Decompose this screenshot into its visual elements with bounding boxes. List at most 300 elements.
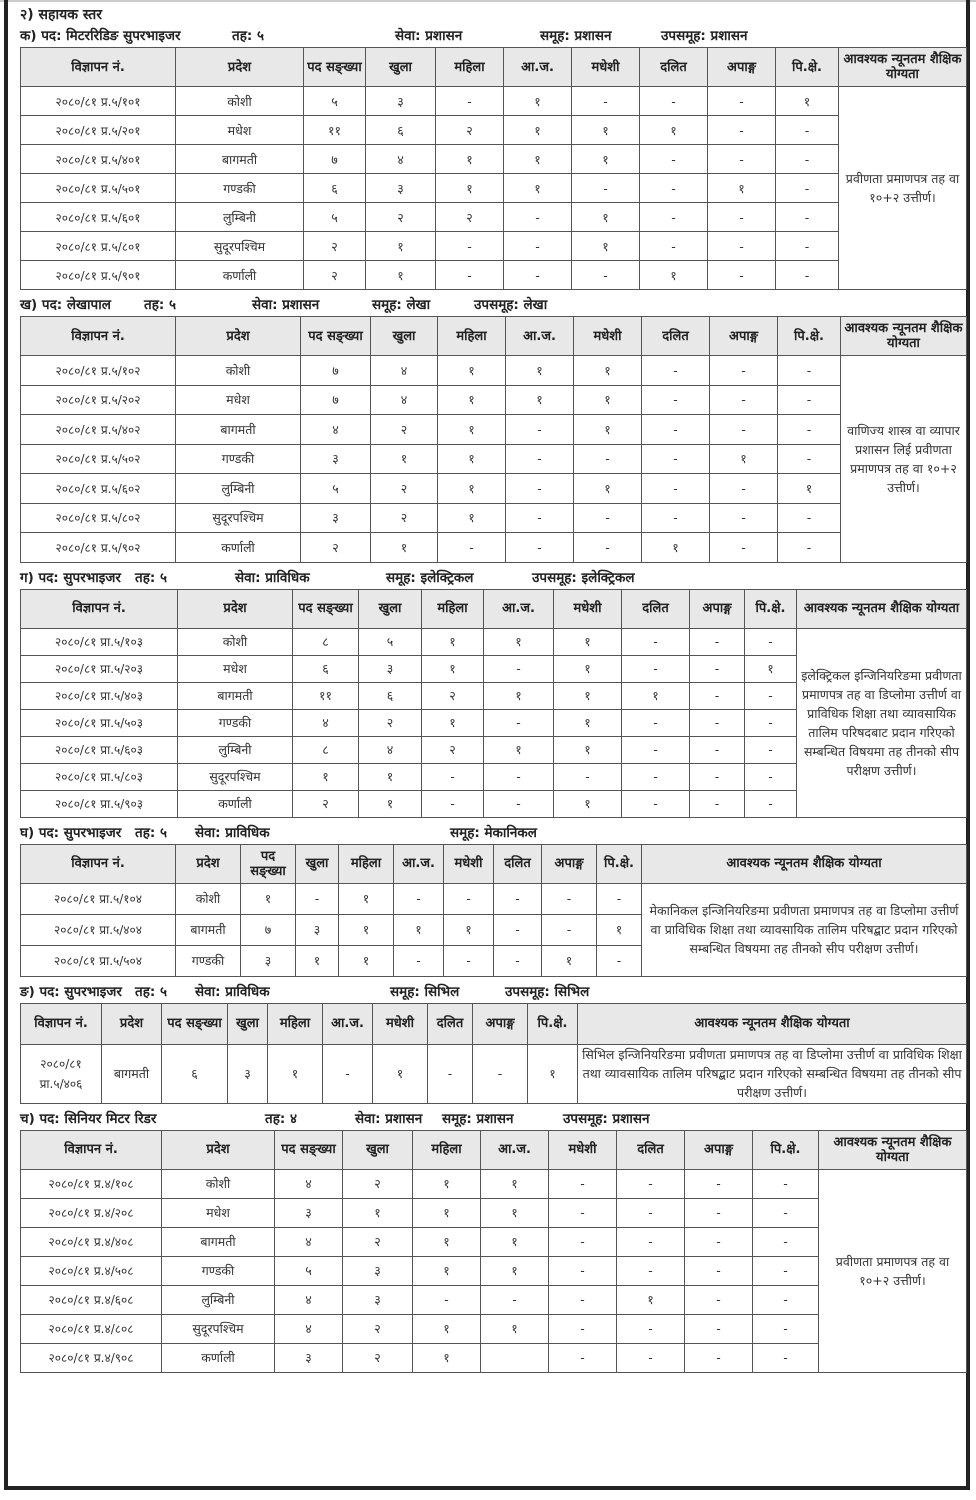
col-dalit-cell: १ (640, 116, 708, 145)
col-ad-no-cell: २०८०/८१ प्र.४/६०८ (21, 1285, 162, 1314)
col-qualification-header: आवश्यक न्यूनतम शैक्षिक योग्यता (819, 1130, 967, 1169)
col-province-cell: मधेश (176, 116, 304, 145)
header-post: क) पद: मिटररिडिङ सुपरभाइजर (20, 28, 181, 44)
qualification-cell: इलेक्ट्रिकल इन्जिनियरिङमा प्रवीणता प्रमाणपत्र तह वा डिप्लोमा उत्तीर्ण वा प्राविधिक शिक्षा तथा व्यावसायिक तालिम परिषदबाट प्रदान गरिएको सम्बन्धित विषयमा तह तीनको सीप परीक्षण उत्तीर्ण। (797, 628, 967, 817)
col-post-count-cell: ७ (301, 356, 371, 386)
col-women-cell: - (413, 1285, 481, 1314)
col-backward-area-cell: - (778, 356, 841, 386)
col-women-cell: १ (422, 628, 484, 655)
col-province-cell: बागमती (162, 1227, 275, 1256)
col-province-cell: सुदूरपश्चिम (178, 763, 293, 790)
col-disabled-cell: - (690, 628, 745, 655)
section-header (20, 981, 966, 1003)
col-province-cell: लुम्बिनी (176, 474, 301, 504)
col-madhesi-cell: - (574, 533, 642, 563)
col-backward-area-cell: - (745, 709, 797, 736)
col-backward-area-cell: - (778, 415, 841, 445)
col-women-cell: - (436, 261, 504, 290)
col-madhesi-cell: १ (572, 145, 640, 174)
col-province-cell: सुदूरपश्चिम (162, 1314, 275, 1343)
col-post-count-cell: ५ (275, 1256, 343, 1285)
vacancy-table (20, 47, 967, 290)
col-disabled-header: अपाङ्ग (685, 1130, 753, 1169)
col-dalit-cell: - (640, 174, 708, 203)
table-row (21, 174, 967, 203)
col-backward-area-cell: - (778, 385, 841, 415)
col-disabled-cell: - (708, 232, 776, 261)
col-post-count-cell: १ (293, 763, 359, 790)
col-ad-no-cell: २०८०/८१ प्र.५/२०१ (21, 116, 176, 145)
section-6 (20, 1108, 966, 1373)
section-header (20, 1108, 966, 1130)
header-level: तह: ५ (144, 297, 176, 313)
col-dalit-cell: १ (642, 533, 710, 563)
col-adibasi-cell: १ (484, 682, 554, 709)
col-open-header: खुला (228, 1003, 268, 1044)
col-backward-area-cell: - (753, 1343, 819, 1372)
header-subgroup: उपसमूह: प्रशासन (661, 28, 748, 44)
col-women-cell: १ (438, 503, 506, 533)
col-women-cell: १ (339, 945, 394, 976)
header-service: सेवा: प्रशासन (395, 28, 463, 44)
table-row (21, 116, 967, 145)
col-dalit-cell: - (617, 1169, 685, 1198)
table-row (21, 628, 967, 655)
col-open-cell: ३ (366, 87, 436, 116)
col-open-cell: १ (359, 763, 422, 790)
col-madhesi-header: मधेशी (549, 1130, 617, 1169)
col-dalit-cell: - (642, 503, 710, 533)
col-open-cell: १ (296, 945, 339, 976)
col-open-cell: - (296, 883, 339, 914)
col-adibasi-header: आ.ज. (504, 48, 572, 87)
col-disabled-cell: - (708, 145, 776, 174)
col-adibasi-cell (481, 1343, 549, 1372)
col-province-cell: गण्डकी (178, 709, 293, 736)
header-post: ग) पद: सुपरभाइजर (20, 569, 121, 586)
col-province-cell: कर्णाली (178, 790, 293, 817)
table-row (21, 87, 967, 116)
vacancy-table (20, 844, 967, 977)
col-backward-area-header: पि.क्षे. (528, 1003, 578, 1044)
col-women-cell: १ (413, 1314, 481, 1343)
col-women-cell: १ (422, 709, 484, 736)
col-province-cell: मधेश (176, 385, 301, 415)
col-backward-area-cell: - (776, 174, 839, 203)
col-adibasi-cell: १ (481, 1314, 549, 1343)
col-ad-no-cell: २०८०/८१ प्र.५/४०१ (21, 145, 176, 174)
col-madhesi-cell: १ (373, 1044, 428, 1103)
col-disabled-header: अपाङ्ग (690, 589, 745, 628)
col-qualification-header: आवश्यक न्यूनतम शैक्षिक योग्यता (839, 48, 967, 87)
col-post-count-cell: ३ (241, 945, 296, 976)
col-ad-no-cell: २०८०/८१ प्र.५/२०२ (21, 385, 176, 415)
col-madhesi-cell: - (444, 945, 494, 976)
col-open-cell: २ (371, 503, 438, 533)
col-madhesi-header: मधेशी (373, 1003, 428, 1044)
header-service: सेवा: प्राविधिक (195, 983, 270, 1000)
col-madhesi-cell: - (554, 763, 622, 790)
col-madhesi-cell: - (572, 261, 640, 290)
col-province-cell: गण्डकी (176, 444, 301, 474)
col-post-count-header: पद सङ्ख्या (293, 589, 359, 628)
table-row (21, 1044, 967, 1103)
col-madhesi-cell: १ (554, 790, 622, 817)
col-province-cell: कोशी (176, 356, 301, 386)
col-dalit-cell: १ (640, 261, 708, 290)
col-open-cell: ४ (359, 736, 422, 763)
col-ad-no-cell: २०८०/८१ प्र.४/८०८ (21, 1314, 162, 1343)
col-open-cell: ३ (228, 1044, 268, 1103)
table-row (21, 415, 967, 445)
col-post-count-cell: ३ (301, 444, 371, 474)
col-dalit-cell: - (640, 145, 708, 174)
header-subgroup: उपसमूह: सिभिल (505, 983, 590, 1000)
header-level: तह: ५ (232, 28, 264, 44)
col-dalit-cell: १ (622, 682, 690, 709)
col-women-cell: १ (438, 385, 506, 415)
col-open-cell: १ (366, 261, 436, 290)
col-women-cell: १ (413, 1169, 481, 1198)
col-province-cell: कर्णाली (162, 1343, 275, 1372)
header-group: समूह: सिभिल (390, 983, 460, 1000)
col-adibasi-cell: - (506, 415, 574, 445)
col-post-count-cell: ८ (293, 736, 359, 763)
col-open-cell: २ (343, 1227, 413, 1256)
col-backward-area-cell: - (778, 533, 841, 563)
col-backward-area-cell: - (745, 736, 797, 763)
table-row (21, 385, 967, 415)
col-open-header: खुला (366, 48, 436, 87)
col-disabled-cell: - (690, 763, 745, 790)
col-dalit-cell: - (642, 444, 710, 474)
col-women-cell: २ (436, 203, 504, 232)
col-post-count-cell: ५ (304, 87, 366, 116)
col-ad-no-cell: २०८०/८१ प्र.५/५०२ (21, 444, 176, 474)
vacancy-table (20, 1003, 967, 1104)
col-disabled-cell: - (685, 1169, 753, 1198)
col-dalit-cell: - (622, 655, 690, 682)
col-backward-area-cell: - (745, 763, 797, 790)
col-backward-area-header: पि.क्षे. (776, 48, 839, 87)
col-dalit-cell: - (617, 1314, 685, 1343)
col-province-cell: कोशी (178, 628, 293, 655)
col-ad-no-cell: २०८०/८१ प्रा.५/४०४ (21, 914, 176, 945)
col-dalit-header: दलित (617, 1130, 685, 1169)
section-3 (20, 567, 966, 818)
col-dalit-header: दलित (494, 844, 542, 883)
col-adibasi-cell: - (484, 763, 554, 790)
col-ad-no-cell: २०८०/८१ प्रा.५/९०३ (21, 790, 178, 817)
document-content (20, 6, 966, 1377)
col-madhesi-cell: १ (554, 628, 622, 655)
col-madhesi-cell: १ (554, 709, 622, 736)
sections-container (20, 25, 966, 1373)
col-backward-area-cell: - (597, 945, 642, 976)
col-adibasi-cell: १ (394, 914, 444, 945)
col-madhesi-cell: - (549, 1198, 617, 1227)
col-open-cell: २ (366, 203, 436, 232)
col-qualification-header: आवश्यक न्यूनतम शैक्षिक योग्यता (642, 844, 967, 883)
header-group: समूह: प्रशासन (442, 1110, 514, 1127)
col-adibasi-cell: १ (506, 385, 574, 415)
col-adibasi-cell: - (506, 503, 574, 533)
col-post-count-cell: २ (304, 232, 366, 261)
col-dalit-cell: - (640, 87, 708, 116)
col-province-cell: सुदूरपश्चिम (176, 503, 301, 533)
col-adibasi-cell: - (323, 1044, 373, 1103)
col-women-cell: २ (436, 116, 504, 145)
col-province-header: प्रदेश (102, 1003, 162, 1044)
col-disabled-cell: - (685, 1256, 753, 1285)
col-province-cell: बागमती (178, 682, 293, 709)
col-post-count-cell: ६ (304, 174, 366, 203)
col-backward-area-header: पि.क्षे. (778, 317, 841, 356)
col-ad-no-cell: २०८०/८१ प्रा.५/४०३ (21, 682, 178, 709)
col-women-cell: १ (339, 914, 394, 945)
col-madhesi-cell: - (444, 883, 494, 914)
col-post-count-cell: ४ (301, 415, 371, 445)
header-level: तह: ४ (265, 1110, 297, 1127)
col-adibasi-header: आ.ज. (394, 844, 444, 883)
table-row (21, 145, 967, 174)
col-adibasi-cell: - (484, 709, 554, 736)
col-province-cell: बागमती (176, 415, 301, 445)
col-province-cell: मधेश (178, 655, 293, 682)
col-adibasi-cell: - (394, 883, 444, 914)
section-2 (20, 294, 966, 563)
col-backward-area-cell: - (753, 1256, 819, 1285)
col-adibasi-cell: - (506, 533, 574, 563)
col-province-cell: गण्डकी (176, 945, 241, 976)
col-adibasi-cell: - (481, 1285, 549, 1314)
col-women-cell: - (422, 790, 484, 817)
col-backward-area-cell: - (776, 116, 839, 145)
col-province-cell: सुदूरपश्चिम (176, 232, 304, 261)
col-dalit-cell: - (642, 356, 710, 386)
col-ad-no-cell: २०८०/८१ प्रा.५/६०३ (21, 736, 178, 763)
col-madhesi-cell: - (549, 1314, 617, 1343)
col-province-cell: कोशी (162, 1169, 275, 1198)
col-province-cell: कोशी (176, 883, 241, 914)
col-disabled-cell: - (685, 1343, 753, 1372)
section-header (20, 294, 966, 316)
col-dalit-header: दलित (428, 1003, 473, 1044)
col-post-count-cell: ११ (304, 116, 366, 145)
col-dalit-header: दलित (642, 317, 710, 356)
col-adibasi-cell: १ (504, 116, 572, 145)
header-post: ख) पद: लेखापाल (20, 297, 111, 313)
col-disabled-cell: १ (542, 945, 597, 976)
col-ad-no-header: विज्ञापन नं. (21, 1003, 102, 1044)
col-qualification-header: आवश्यक न्यूनतम शैक्षिक योग्यता (841, 317, 967, 356)
section-1 (20, 25, 966, 290)
col-women-cell: १ (413, 1227, 481, 1256)
col-women-cell: १ (422, 655, 484, 682)
col-ad-no-header: विज्ञापन नं. (21, 1130, 162, 1169)
col-open-cell: ३ (343, 1256, 413, 1285)
col-madhesi-header: मधेशी (572, 48, 640, 87)
col-dalit-cell: - (617, 1256, 685, 1285)
col-ad-no-cell: २०८०/८१ प्र.४/५०८ (21, 1256, 162, 1285)
col-dalit-cell: - (494, 914, 542, 945)
col-post-count-cell: ४ (293, 709, 359, 736)
col-women-cell: - (436, 87, 504, 116)
col-disabled-cell: - (708, 116, 776, 145)
col-madhesi-cell: १ (554, 655, 622, 682)
col-madhesi-cell: - (572, 87, 640, 116)
col-disabled-cell: - (710, 385, 778, 415)
col-post-count-cell: ५ (304, 203, 366, 232)
col-ad-no-header: विज्ञापन नं. (21, 317, 176, 356)
col-province-header: प्रदेश (176, 317, 301, 356)
col-women-header: महिला (438, 317, 506, 356)
col-ad-no-cell: २०८०/८१ प्र.५/६०१ (21, 203, 176, 232)
col-madhesi-cell: - (574, 444, 642, 474)
col-open-cell: ४ (371, 385, 438, 415)
col-ad-no-cell: २०८०/८१ प्र.५/६०२ (21, 474, 176, 504)
col-ad-no-cell: २०८०/८१ प्रा.५/२०३ (21, 655, 178, 682)
col-dalit-cell: - (640, 203, 708, 232)
col-open-cell: ४ (371, 356, 438, 386)
col-madhesi-cell: १ (574, 415, 642, 445)
col-backward-area-cell: १ (745, 655, 797, 682)
col-adibasi-cell: १ (504, 174, 572, 203)
header-group: समूह: इलेक्ट्रिकल (386, 569, 474, 586)
col-disabled-header: अपाङ्ग (473, 1003, 528, 1044)
col-madhesi-header: मधेशी (554, 589, 622, 628)
col-province-cell: लुम्बिनी (162, 1285, 275, 1314)
col-post-count-cell: ८ (293, 628, 359, 655)
col-dalit-cell: - (494, 945, 542, 976)
col-adibasi-cell: - (504, 203, 572, 232)
col-dalit-cell: १ (617, 1285, 685, 1314)
col-adibasi-cell: १ (504, 145, 572, 174)
col-open-header: खुला (359, 589, 422, 628)
qualification-cell: प्रवीणता प्रमाणपत्र तह वा १०+२ उत्तीर्ण। (819, 1169, 967, 1372)
table-header-row (21, 48, 967, 87)
col-ad-no-cell: २०८०/८१ प्र.५/१०२ (21, 356, 176, 386)
col-open-cell: ४ (366, 145, 436, 174)
col-adibasi-cell: - (506, 474, 574, 504)
col-backward-area-cell: १ (528, 1044, 578, 1103)
qualification-cell: मेकानिकल इन्जिनियरिङमा प्रवीणता प्रमाणपत्र तह वा डिप्लोमा उत्तीर्ण वा प्राविधिक शिक्षा तथा व्यावसायिक तालिम परिषद्बाट प्रदान गरिएको सम्बन्धित विषयमा तह तीनको सीप परीक्षण उत्तीर्ण। (642, 883, 967, 976)
col-ad-no-cell: २०८०/८१ प्र.५/९०२ (21, 533, 176, 563)
col-adibasi-cell: - (484, 655, 554, 682)
col-ad-no-cell: २०८०/८१ प्र.४/९०८ (21, 1343, 162, 1372)
col-post-count-header: पद सङ्ख्या (162, 1003, 228, 1044)
col-qualification-header: आवश्यक न्यूनतम शैक्षिक योग्यता (578, 1003, 967, 1044)
col-open-cell: २ (343, 1314, 413, 1343)
col-women-header: महिला (339, 844, 394, 883)
col-dalit-cell: - (428, 1044, 473, 1103)
col-ad-no-cell: २०८०/८१ प्र.४/४०८ (21, 1227, 162, 1256)
col-disabled-cell: - (685, 1314, 753, 1343)
col-ad-no-cell: २०८०/८१ प्रा.५/५०४ (21, 945, 176, 976)
col-dalit-cell: - (642, 474, 710, 504)
col-post-count-cell: ४ (275, 1314, 343, 1343)
col-women-header: महिला (436, 48, 504, 87)
col-ad-no-cell: २०८०/८१ प्र.५/९०१ (21, 261, 176, 290)
col-disabled-cell: - (473, 1044, 528, 1103)
table-header-row (21, 317, 967, 356)
col-ad-no-cell: २०८०/८१ प्र.४/२०८ (21, 1198, 162, 1227)
col-post-count-header: पद सङ्ख्या (275, 1130, 343, 1169)
col-province-cell: बागमती (102, 1044, 162, 1103)
col-disabled-cell: १ (710, 444, 778, 474)
col-backward-area-cell: - (753, 1314, 819, 1343)
header-post: घ) पद: सुपरभाइजर (20, 824, 122, 841)
col-dalit-cell: - (622, 763, 690, 790)
col-backward-area-cell: १ (776, 87, 839, 116)
header-service: सेवा: प्राविधिक (235, 569, 310, 586)
header-level: तह: ५ (135, 569, 167, 586)
col-province-cell: गण्डकी (162, 1256, 275, 1285)
col-backward-area-cell: - (745, 628, 797, 655)
col-adibasi-header: आ.ज. (506, 317, 574, 356)
section-header (20, 25, 966, 47)
col-disabled-cell: - (542, 883, 597, 914)
col-backward-area-header: पि.क्षे. (597, 844, 642, 883)
header-level: तह: ५ (135, 824, 167, 841)
col-open-cell: १ (371, 533, 438, 563)
col-adibasi-cell: - (484, 790, 554, 817)
col-backward-area-cell: - (753, 1285, 819, 1314)
col-disabled-cell: - (708, 87, 776, 116)
vacancy-table (20, 316, 967, 563)
col-madhesi-header: मधेशी (444, 844, 494, 883)
col-open-header: खुला (343, 1130, 413, 1169)
col-dalit-cell: - (640, 232, 708, 261)
col-open-cell: ३ (366, 174, 436, 203)
table-row (21, 356, 967, 386)
col-ad-no-cell: २०८०/८१ प्रा.५/५०३ (21, 709, 178, 736)
col-province-cell: बागमती (176, 145, 304, 174)
col-post-count-cell: ११ (293, 682, 359, 709)
col-madhesi-cell: १ (572, 232, 640, 261)
col-adibasi-cell: १ (481, 1169, 549, 1198)
col-women-cell: - (436, 232, 504, 261)
col-madhesi-cell: १ (444, 914, 494, 945)
col-disabled-cell: - (690, 682, 745, 709)
col-province-header: प्रदेश (176, 844, 241, 883)
col-backward-area-cell: १ (597, 914, 642, 945)
col-women-cell: २ (422, 736, 484, 763)
col-madhesi-cell: - (549, 1227, 617, 1256)
col-women-cell: १ (436, 145, 504, 174)
col-open-cell: १ (343, 1198, 413, 1227)
col-ad-no-cell: २०८०/८१ प्र.५/५०१ (21, 174, 176, 203)
col-ad-no-cell: २०८०/८१ प्रा.५/१०४ (21, 883, 176, 914)
col-disabled-cell: - (690, 790, 745, 817)
col-dalit-cell: - (617, 1343, 685, 1372)
table-row (21, 203, 967, 232)
col-backward-area-cell: - (745, 682, 797, 709)
col-post-count-cell: ५ (301, 474, 371, 504)
col-ad-no-cell: २०८०/८१ प्र.५/८०१ (21, 232, 176, 261)
col-post-count-header: पद सङ्ख्या (241, 844, 296, 883)
col-ad-no-cell: २०८०/८१ प्रा.५/१०३ (21, 628, 178, 655)
col-post-count-cell: ३ (275, 1198, 343, 1227)
table-row (21, 474, 967, 504)
col-madhesi-cell: १ (574, 356, 642, 386)
col-women-cell: १ (413, 1343, 481, 1372)
header-subgroup: उपसमूह: लेखा (474, 297, 548, 313)
col-adibasi-cell: - (506, 444, 574, 474)
col-backward-area-cell: - (776, 203, 839, 232)
col-disabled-cell: - (710, 474, 778, 504)
col-open-cell: २ (371, 474, 438, 504)
